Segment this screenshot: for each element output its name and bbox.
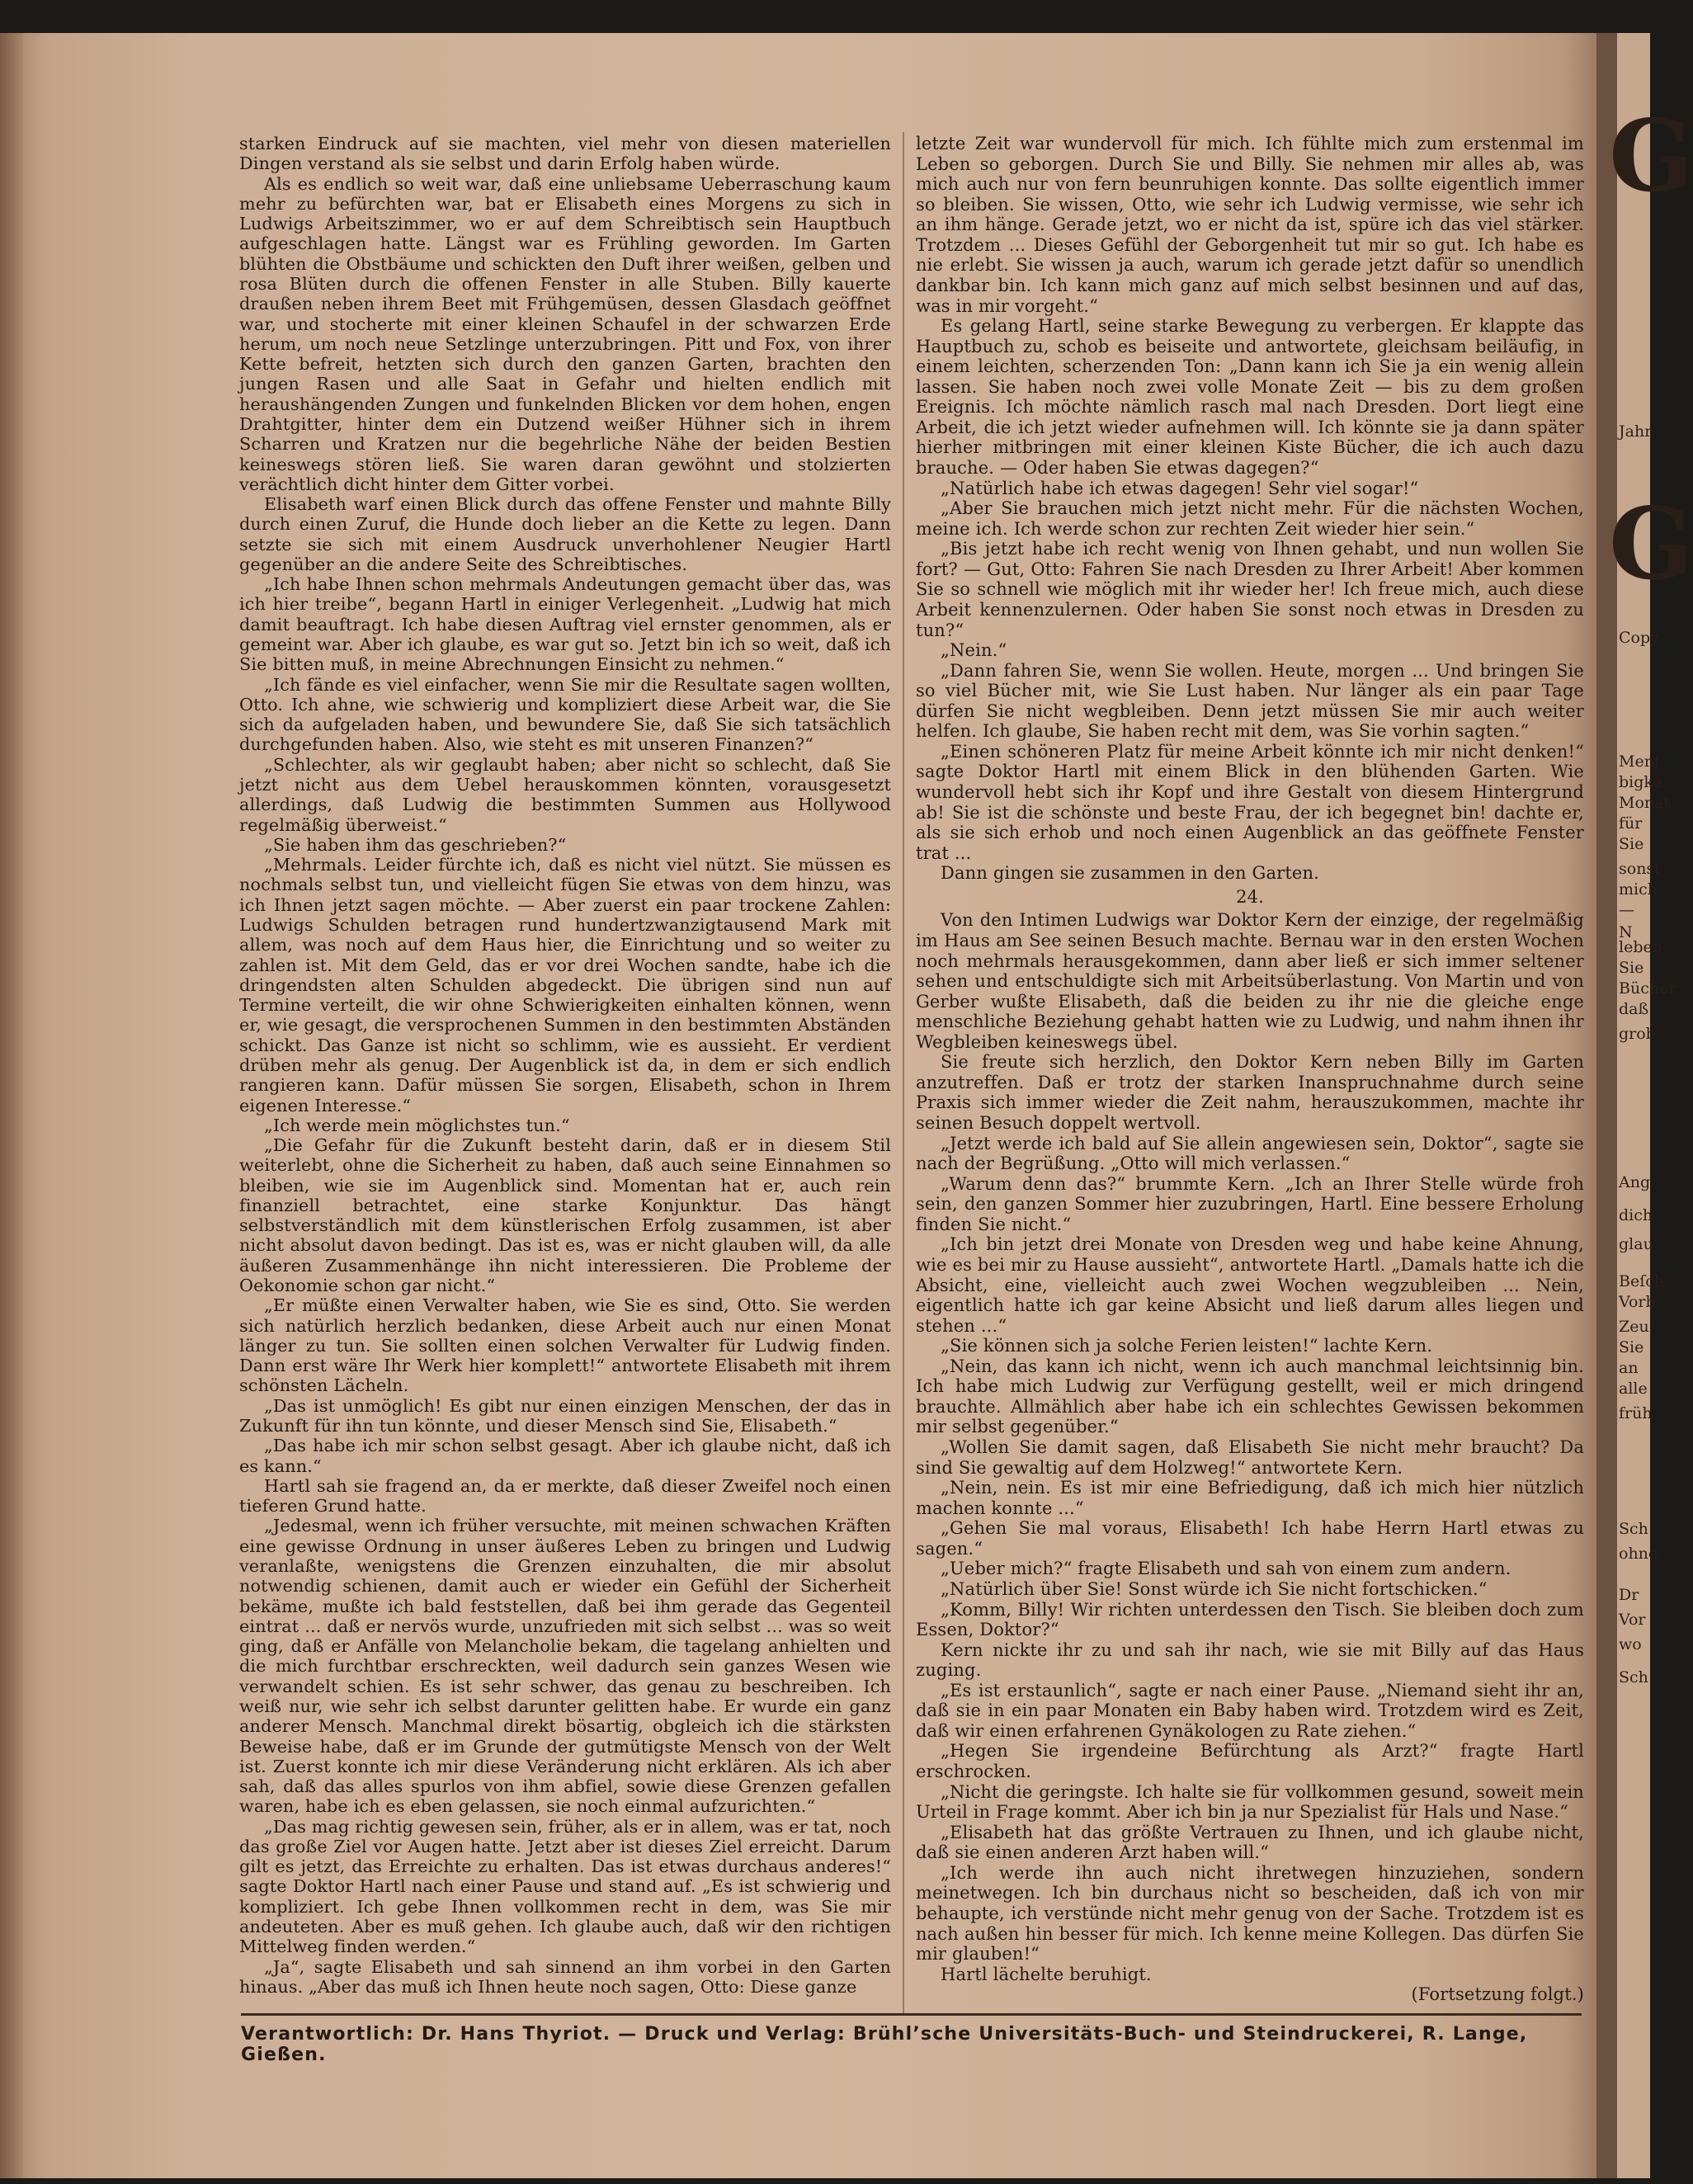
paragraph: Sie freute sich herzlich, den Doktor Kern neben Billy im Garten anzutreffen. Daß er trotz der starken Inanspruchnahme durch seine Praxis sich immer wieder die Zeit nahm, herauszukommen, machte ihr seinen Besuch doppelt wertvoll. — [916, 1052, 1584, 1133]
paragraph: „Ich fände es viel einfacher, wenn Sie mir die Resultate sagen wollten, Otto. Ich ahne, wie schwierig und kompliziert diese Arbeit war, die Sie sich da aufgeladen haben, und bewundere Sie, daß Sie sich tatsächlich durchgefunden haben. Also, wie steht es mit unseren Finanzen?“ — [239, 674, 891, 755]
paragraph: Kern nickte ihr zu und sah ihr nach, wie sie mit Billy auf das Haus zuging. — [916, 1639, 1584, 1681]
paragraph: „Das mag richtig gewesen sein, früher, als er in allem, was er tat, noch das große Ziel vor Augen hatte. Jetzt aber ist dieses Ziel erreicht. Darum gilt es jetzt, das Erreichte zu erhalten. Das ist etwas durchaus anderes!“ sagte Doktor Hartl nach einer Pause und stand auf. „Es ist schwierig und kompliziert. Ich gebe Ihnen vollkommen recht in dem, was Sie mir andeuteten. Aber es muß gehen. Ich glaube auch, daß wir den richtigen Mittelweg finden werden.“ — [239, 1816, 891, 1957]
adjacent-text-fragment: Zeu — [1619, 1318, 1649, 1336]
binding-gutter — [1596, 33, 1617, 2178]
adjacent-text-fragment: Sie — [1619, 1338, 1644, 1356]
adjacent-text-fragment: leben — [1619, 938, 1662, 956]
paragraph: „Ueber mich?“ fragte Elisabeth und sah von einem zum andern. — [941, 1559, 1511, 1579]
adjacent-text-fragment: Copy — [1619, 629, 1659, 647]
adjacent-page-heading-letter: G — [1609, 486, 1693, 602]
paragraph: „Warum denn das?“ brummte Kern. „Ich an Ihrer Stelle würde froh sein, den ganzen Sommer hier zuzubringen, Hartl. Eine bessere Erholung finden Sie nicht.“ — [916, 1173, 1584, 1234]
paragraph: „Dann fahren Sie, wenn Sie wollen. Heute, morgen ... Und bringen Sie so viel Bücher mit, wie Sie Lust haben. Nur länger als ein paar Tage dürfen Sie nicht wegbleiben. Denn jetzt müssen Sie mir auch weiter helfen. Ich glaube, Sie haben recht mit dem, was Sie vorhin sagten.“ — [916, 660, 1584, 742]
paragraph: „Das habe ich mir schon selbst gesagt. Aber ich glaube nicht, daß ich es kann.“ — [239, 1436, 891, 1476]
adjacent-text-fragment: grob — [1619, 1025, 1656, 1043]
adjacent-text-fragment: für — [1619, 814, 1643, 833]
paragraph: „Sie können sich ja solche Ferien leisten!“ lachte Kern. — [941, 1336, 1433, 1356]
paragraph: Als es endlich so weit war, daß eine unliebsame Ueberraschung kaum mehr zu befürchten war, bat er Elisabeth eines Morgens zu sich in Ludwigs Arbeitszimmer, wo er auf dem Schreibtisch sein Hauptbuch aufgeschlagen hatte. Längst war es Frühling geworden. Im Garten blühten die Obstbäume und schickten den Duft ihrer weißen, gelben und rosa Blüten durch die offenen Fenster in alle Stuben. Billy kauerte draußen neben ihrem Beet mit Frühgemüsen, dessen Glasdach geöffnet war, und stocherte mit einer kleinen Schaufel in der schwarzen Erde herum, um noch neue Setzlinge unterzubringen. Pitt und Fox, von ihrer Kette befreit, hetzten sich durch den ganzen Garten, brachten den jungen Rasen und alle Saat in Gefahr und hielten endlich mit heraushängenden Zungen und funkelnden Blicken vor dem hohen, engen Drahtgitter, hinter dem ein Dutzend weißer Hühner sich in ihrem Scharren und Kratzen nur die begehrliche Nähe der beiden Bestien keineswegs stören ließ. Sie waren daran gewöhnt und stolzierten verächtlich dicht hinter dem Gitter vorbei. — [239, 173, 891, 494]
paragraph: „Nein, das kann ich nicht, wenn ich auch manchmal leichtsinnig bin. Ich habe mich Ludwig zur Verfügung gestellt, weil er mich dringend brauchte. Allmählich aber habe ich ein schlechtes Gewissen bekommen mir selbst gegenüber.“ — [916, 1356, 1584, 1437]
paragraph: „Nein, nein. Es ist mir eine Befriedigung, daß ich mich hier nützlich machen konnte ...“ — [916, 1478, 1584, 1518]
adjacent-text-fragment: Sie — [1619, 959, 1644, 977]
paragraph: „Natürlich habe ich etwas dagegen! Sehr viel sogar!“ — [941, 478, 1419, 498]
paragraph: Von den Intimen Ludwigs war Doktor Kern der einzige, der regelmäßig im Haus am See seinen Besuch machte. Bernau war in den ersten Wochen noch mehrmals herausgekommen, dann aber ließ er sich immer seltener sehen und entschuldigte sich mit Arbeitsüberlastung. Von Martin und von Gerber wußte Elisabeth, daß die beiden zu ihr nie die gleiche enge menschliche Beziehung gehabt hatten wie zu Ludwig, und nahm ihnen ihr Wegbleiben keineswegs übel. — [916, 910, 1584, 1052]
column-divider — [903, 132, 904, 2013]
paragraph: „Gehen Sie mal voraus, Elisabeth! Ich habe Herrn Hartl etwas zu sagen.“ — [916, 1518, 1584, 1559]
paragraph: „Jetzt werde ich bald auf Sie allein angewiesen sein, Doktor“, sagte sie nach der Begrüßung. „Otto will mich verlassen.“ — [916, 1133, 1584, 1174]
adjacent-text-fragment: dich — [1619, 1206, 1653, 1224]
paragraph: „Einen schöneren Platz für meine Arbeit könnte ich mir nicht denken!“ sagte Doktor Hartl mit einem Blick in den blühenden Garten. Wie wundervoll hebt sich ihr Kopf und ihre Gestalt von diesem Hintergrund ab! Sie ist die schönste und beste Frau, der ich begegnet bin! dachte er, als sie sich erhob und noch einen Augenblick an das geöffnete Fenster trat ... — [916, 741, 1584, 863]
paragraph: „Nicht die geringste. Ich halte sie für vollkommen gesund, soweit mein Urteil in Frage kommt. Aber ich bin ja nur Spezialist für Hals und Nase.“ — [916, 1781, 1584, 1823]
adjacent-text-fragment: Vor — [1619, 1611, 1646, 1629]
paragraph: Dann gingen sie zusammen in den Garten. — [941, 863, 1320, 884]
adjacent-text-fragment: Sch — [1619, 1520, 1648, 1538]
paragraph: letzte Zeit war wundervoll für mich. Ich fühlte mich zum erstenmal im Leben so geborgen. Durch Sie und Billy. Sie nehmen mir alles ab, was mich auch nur von fern beunruhigen konnte. Das sollte eigentlich immer so bleiben. Sie wissen, Otto, wie sehr ich Ludwig vermisse, wie sehr ich an ihm hänge. Gerade jetzt, wo er nicht da ist, spüre ich das viel stärker. Trotzdem ... Dieses Gefühl der Geborgenheit tut mir so gut. Ich habe es nie erlebt. Sie wissen ja auch, warum ich gerade jetzt dafür so unendlich dankbar bin. Ich kann mich ganz auf mich selbst besinnen und auf das, was in mir vorgeht.“ — [916, 134, 1584, 316]
paragraph: „Es ist erstaunlich“, sagte er nach einer Pause. „Niemand sieht ihr an, daß sie in ein paar Monaten ein Baby haben wird. Trotzdem wird es Zeit, daß wir einen erfahrenen Gynäkologen zu Rate ziehen.“ — [916, 1680, 1584, 1741]
adjacent-text-fragment: Monat — [1619, 794, 1671, 812]
adjacent-text-fragment: Sch — [1619, 1668, 1648, 1686]
paragraph: starken Eindruck auf sie machten, viel mehr von diesen materiellen Dingen verstand als sie selbst und darin Erfolg haben würde. — [239, 134, 891, 174]
paragraph: „Ich werde ihn auch nicht ihretwegen hinzuziehen, sondern meinetwegen. Ich bin durchaus nicht so bescheiden, daß ich von mir behaupte, ich verstünde nicht mehr genug von der Sache. Trotzdem ist es nach außen hin besser für mich. Ich kenne meine Kollegen. Das dürfen Sie mir glauben!“ — [916, 1862, 1584, 1965]
footer-rule — [241, 2013, 1582, 2016]
paragraph: „Ja“, sagte Elisabeth und sah sinnend an ihm vorbei in den Garten hinaus. „Aber das muß ich Ihnen heute noch sagen, Otto: Diese ganze — [239, 1956, 891, 1997]
chapter-number: 24. — [1236, 886, 1264, 907]
adjacent-text-fragment: wo — [1619, 1635, 1642, 1653]
paragraph: „Sie haben ihm das geschrieben?“ — [264, 834, 567, 855]
adjacent-text-fragment: Bücher — [1619, 979, 1676, 998]
adjacent-text-fragment: Dr — [1619, 1586, 1639, 1604]
paragraph: Elisabeth warf einen Blick durch das offene Fenster und mahnte Billy durch einen Zuruf, die Hunde doch lieber an die Kette zu legen. Dann setzte sie sich mit einem Ausdruck unverhohlener Neugier Hartl gegenüber an die andere Seite des Schreibtisches. — [239, 494, 891, 574]
adjacent-text-fragment: bigke — [1619, 773, 1663, 791]
adjacent-text-fragment: sonst — [1619, 860, 1661, 878]
paragraph: „Elisabeth hat das größte Vertrauen zu Ihnen, und ich glaube nicht, daß sie einen anderen Arzt haben will.“ — [916, 1822, 1584, 1863]
adjacent-text-fragment: mich — [1619, 880, 1658, 899]
article-column-right — [916, 134, 1584, 2005]
paragraph: „Natürlich über Sie! Sonst würde ich Sie nicht fortschicken.“ — [941, 1578, 1488, 1599]
article-column-left — [239, 134, 891, 1997]
paragraph: Hartl lächelte beruhigt. — [941, 1964, 1152, 1984]
page-edge — [0, 33, 23, 2178]
paragraph: „Er müßte einen Verwalter haben, wie Sie es sind, Otto. Sie werden sich natürlich herzlich bedanken, diese Arbeit auch nur einen Monat länger zu tun. Sie sollten einen solchen Verwalter für Ludwig finden. Dann erst wäre Ihr Werk hier komplett!“ antwortete Elisabeth mit ihrem schönsten Lächeln. — [239, 1295, 891, 1396]
adjacent-text-fragment: an — [1619, 1359, 1639, 1377]
paragraph: „Komm, Billy! Wir richten unterdessen den Tisch. Sie bleiben doch zum Essen, Doktor?“ — [916, 1599, 1584, 1640]
paragraph: „Hegen Sie irgendeine Befürchtung als Arzt?“ fragte Hartl erschrocken. — [916, 1741, 1584, 1781]
adjacent-text-fragment: Menſ — [1619, 752, 1660, 771]
paragraph: Hartl sah sie fragend an, da er merkte, daß dieser Zweifel noch einen tieferen Grund hatte. — [239, 1475, 891, 1517]
paragraph: „Wollen Sie damit sagen, daß Elisabeth Sie nicht mehr braucht? Da sind Sie gewaltig auf dem Holzweg!“ antwortete Kern. — [916, 1437, 1584, 1478]
paragraph: „Ich habe Ihnen schon mehrmals Andeutungen gemacht über das, was ich hier treibe“, begann Hartl in einiger Verlegenheit. „Ludwig hat mich damit beauftragt. Ich habe diesen Auftrag viel ernster genommen, als er gemeint war. Aber ich glaube, es war gut so. Jetzt bin ich so weit, daß ich Sie bitten muß, in meine Abrechnungen Einsicht zu nehmen.“ — [239, 574, 891, 675]
adjacent-text-fragment: alle — [1619, 1380, 1648, 1398]
adjacent-text-fragment: glau — [1619, 1235, 1653, 1253]
adjacent-page-heading-letter: G — [1609, 98, 1693, 215]
adjacent-text-fragment: früh — [1619, 1404, 1653, 1422]
adjacent-text-fragment: Jahr — [1619, 422, 1653, 441]
adjacent-text-fragment: Beſch — [1619, 1272, 1665, 1290]
paragraph: „Das ist unmöglich! Es gibt nur einen einzigen Menschen, der das in Zukunft für ihn tun könnte, und dieser Mensch sind Sie, Elisabeth.“ — [239, 1395, 891, 1436]
adjacent-page-strip — [1609, 33, 1693, 2178]
paragraph: „Schlechter, als wir geglaubt haben; aber nicht so schlecht, daß Sie jetzt nicht aus dem Uebel herauskommen könnten, vorausgesetzt allerdings, daß Ludwig die bestimmten Summen aus Hollywood regelmäßig überweist.“ — [239, 754, 891, 835]
paragraph: „Ich bin jetzt drei Monate von Dresden weg und habe keine Ahnung, wie es bei mir zu Hause aussieht“, antwortete Hartl. „Damals hatte ich die Absicht, eine, vielleicht auch zwei Wochen wegzubleiben ... Nein, eigentlich hatte ich gar keine Absicht und ließ darum alles liegen und stehen ...“ — [916, 1234, 1584, 1336]
adjacent-text-fragment: daß — [1619, 1000, 1649, 1018]
paragraph: „Bis jetzt habe ich recht wenig von Ihnen gehabt, und nun wollen Sie fort? — Gut, Otto: Fahren Sie nach Dresden zu Ihrer Arbeit! Aber kommen Sie so schnell wie möglich mit ihr wieder her! Ich freue mich, auch diese Arbeit kennenzulernen. Oder haben Sie sonst noch etwas in Dresden zu tun?“ — [916, 539, 1584, 640]
paragraph: Es gelang Hartl, seine starke Bewegung zu verbergen. Er klappte das Hauptbuch zu, schob es beiseite und antwortete, gleichsam beiläufig, in einem leichten, scherzenden Ton: „Dann kann ich Sie ja ein wenig allein lassen. Sie haben noch zwei volle Monate Zeit — bis zu dem großen Ereignis. Ich möchte nämlich rasch mal nach Dresden. Dort liegt eine Arbeit, die ich jetzt wieder aufnehmen will. Ich könnte sie ja dann später hierher mitbringen mit einer kleinen Kiste Bücher, die ich auch dazu brauche. — Oder haben Sie etwas dagegen?“ — [916, 316, 1584, 478]
adjacent-text-fragment: Sie — [1619, 835, 1644, 853]
paragraph: „Die Gefahr für die Zukunft besteht darin, daß er in diesem Stil weiterlebt, ohne die Sicherheit zu haben, daß auch seine Einnahmen so bleiben, wie sie im Augenblick sind. Momentan hat er, auch rein finanziell betrachtet, eine starke Konjunktur. Das hängt selbstverständlich mit dem künstlerischen Erfolg zusammen, ist aber nicht absolut davon bedingt. Das ist es, was er nicht glauben will, da alle äußeren Zusammenhänge ihn nicht interessieren. Die Probleme der Oekonomie schon gar nicht.“ — [239, 1135, 891, 1296]
adjacent-text-fragment: ohne — [1619, 1545, 1658, 1563]
continuation-note: (Fortsetzung folgt.) — [1411, 1984, 1584, 2005]
imprint-line: Verantwortlich: Dr. Hans Thyriot. — Druck und Verlag: Brühl’sche Universitäts-Buch- und Steindruckerei, R. Lange, Gießen. — [241, 2024, 1528, 2065]
paragraph: „Jedesmal, wenn ich früher versuchte, mit meinen schwachen Kräften eine gewisse Ordnung in unser äußeres Leben zu bringen und Ludwig veranlaßte, wenigstens die Grenzen einzuhalten, die mir absolut notwendig schienen, damit auch er wieder ein Gefühl der Sicherheit bekäme, mußte ich bald feststellen, daß bei ihm gerade das Gegenteil eintrat ... daß er nervös wurde, unzufrieden mit sich selbst ... was so weit ging, daß er Anfälle von Melancholie bekam, die tagelang anhielten und die mich furchtbar erschreckten, weil dadurch sein ganzes Wesen wie verwandelt schien. Es ist sehr schwer, das genau zu beschreiben. Ich weiß nur, wie sehr ich selbst darunter gelitten habe. Er wurde ein ganz anderer Mensch. Manchmal direkt bösartig, obgleich ich die stärksten Beweise habe, daß er im Grunde der gutmütigste Mensch von der Welt ist. Zuerst konnte ich mir diese Veränderung nicht erklären. Als ich aber sah, daß das alles spurlos von ihm abfiel, sowie diese Grenzen gefallen waren, habe ich es eben gelassen, sie noch einmal aufzurichten.“ — [239, 1516, 891, 1817]
adjacent-text-fragment: Ang — [1619, 1173, 1651, 1191]
adjacent-text-fragment: Vorb — [1619, 1293, 1656, 1311]
adjacent-text-fragment: — N — [1619, 901, 1634, 941]
paragraph: „Ich werde mein möglichstes tun.“ — [264, 1115, 570, 1135]
paragraph: „Mehrmals. Leider fürchte ich, daß es nicht viel nützt. Sie müssen es nochmals selbst tun, und vielleicht fügen Sie etwas von dem hinzu, was ich Ihnen jetzt sagen möchte. — Aber zuerst ein paar trockene Zahlen: Ludwigs Schulden betragen rund hundertzwanzigtausend Mark mit allem, was noch auf dem Haus hier, die Einrichtung und so weiter zu zahlen ist. Mit dem Geld, das er vor drei Wochen sandte, habe ich die dringendsten alten Schulden abgedeckt. Die übrigen sind nun auf Termine verteilt, die wir ohne Schwierigkeiten einhalten können, wenn er, wie gesagt, die versprochenen Summen in den bestimmten Abständen schickt. Das Ganze ist nicht so schlimm, wie es aussieht. Er verdient drüben mehr als genug. Der Augenblick ist da, in dem er sich endlich rangieren kann. Dafür müssen Sie sorgen, Elisabeth, schon in Ihrem eigenen Interesse.“ — [239, 855, 891, 1116]
paragraph: „Aber Sie brauchen mich jetzt nicht mehr. Für die nächsten Wochen, meine ich. Ich werde schon zur rechten Zeit wieder hier sein.“ — [916, 498, 1584, 539]
paragraph: „Nein.“ — [941, 640, 1007, 661]
